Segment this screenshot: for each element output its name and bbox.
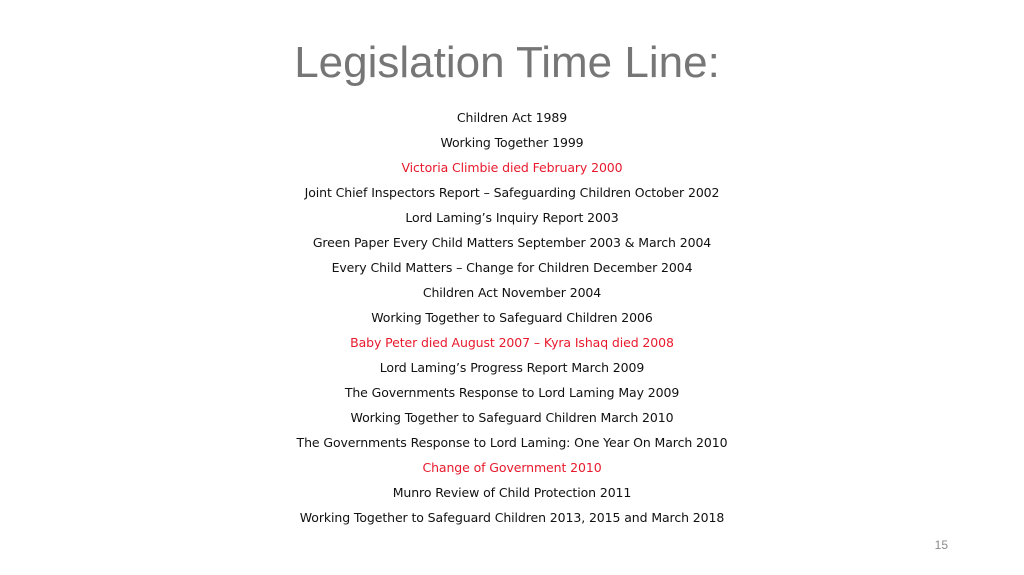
timeline-item: Every Child Matters – Change for Children December 2004 — [331, 260, 693, 275]
timeline-item-highlighted: Baby Peter died August 2007 – Kyra Ishaq died 2008 — [350, 335, 674, 350]
timeline-item: Joint Chief Inspectors Report – Safeguarding Children October 2002 — [304, 185, 720, 200]
slide-title: Legislation Time Line: — [294, 38, 720, 87]
timeline-item: Children Act November 2004 — [422, 285, 602, 300]
timeline-list — [0, 105, 1024, 530]
timeline-item: Working Together 1999 — [440, 135, 584, 150]
timeline-item: Munro Review of Child Protection 2011 — [392, 485, 632, 500]
timeline-item: Children Act 1989 — [456, 110, 568, 125]
timeline-item: Green Paper Every Child Matters September 2003 & March 2004 — [312, 235, 712, 250]
timeline-item: Lord Laming’s Inquiry Report 2003 — [405, 210, 619, 225]
timeline-item: Working Together to Safeguard Children 2013, 2015 and March 2018 — [299, 510, 725, 525]
timeline-item: The Governments Response to Lord Laming May 2009 — [344, 385, 680, 400]
timeline-item: The Governments Response to Lord Laming: One Year On March 2010 — [296, 435, 728, 450]
page-number: 15 — [934, 538, 948, 552]
timeline-item-highlighted: Victoria Climbie died February 2000 — [401, 160, 623, 175]
timeline-item: Lord Laming’s Progress Report March 2009 — [379, 360, 645, 375]
timeline-item: Working Together to Safeguard Children March 2010 — [350, 410, 674, 425]
timeline-item-highlighted: Change of Government 2010 — [422, 460, 602, 475]
timeline-item: Working Together to Safeguard Children 2006 — [371, 310, 653, 325]
